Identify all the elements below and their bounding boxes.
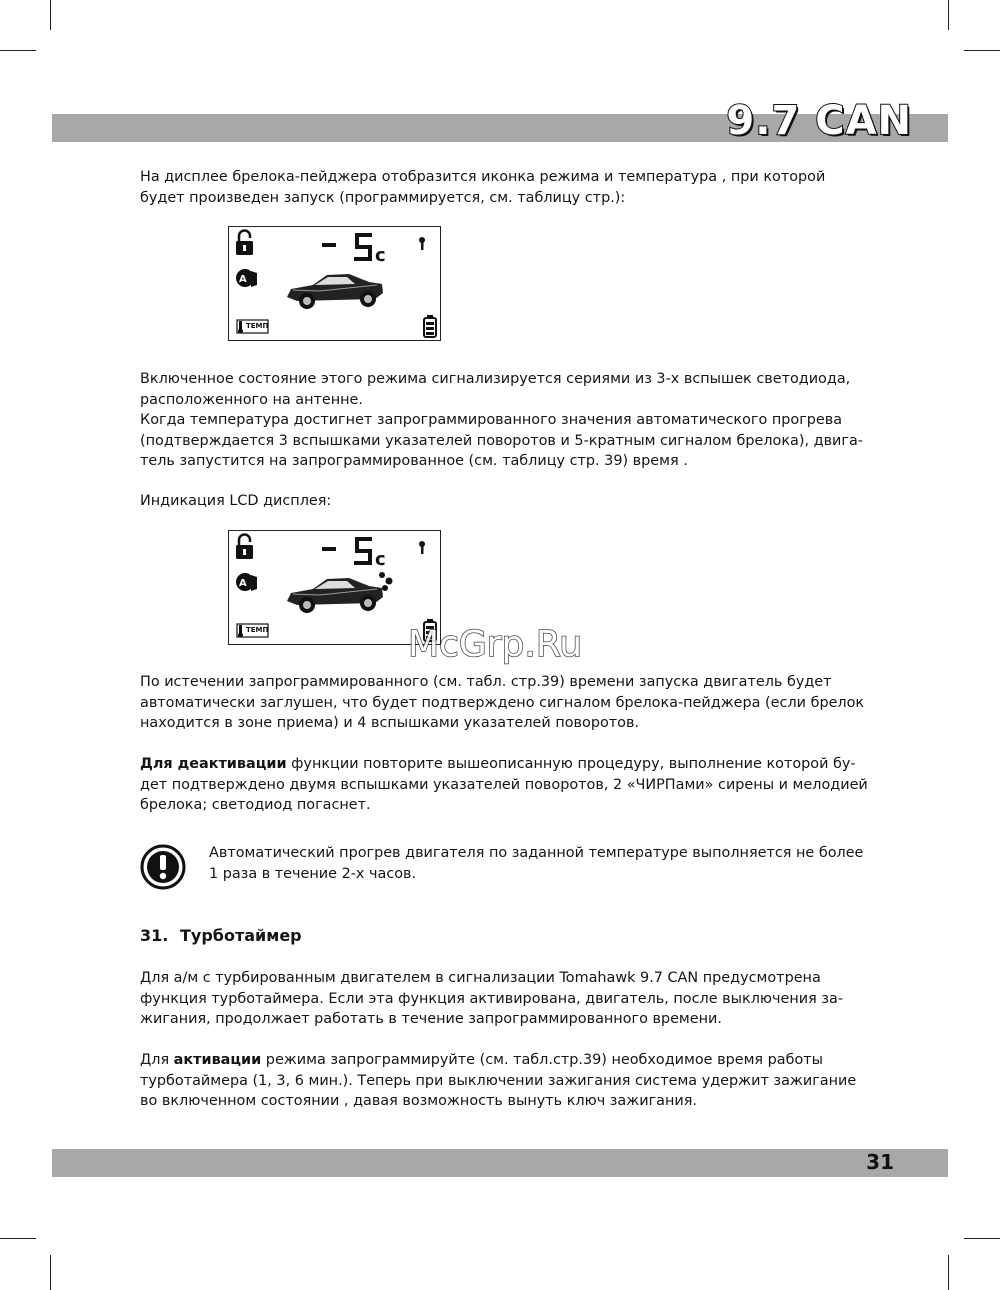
warning-icon bbox=[140, 844, 186, 890]
activation-prefix: Для bbox=[140, 1052, 174, 1068]
paragraph-led-status: Включенное состояние этого режима сигнализируется сериями из 3-х вспышек светодиода, расположенного на антенне. bbox=[140, 371, 851, 408]
deactivation-label: Для деактивации bbox=[140, 756, 287, 772]
crop-mark bbox=[0, 50, 36, 51]
crop-mark bbox=[0, 1238, 36, 1239]
temperature-digits bbox=[322, 539, 372, 563]
antenna-icon bbox=[419, 541, 425, 554]
crop-mark bbox=[50, 0, 51, 30]
thermometer-icon bbox=[238, 625, 243, 638]
svg-text:A: A bbox=[239, 274, 247, 285]
crop-mark bbox=[964, 1238, 1000, 1239]
section-title: Турботаймер bbox=[180, 926, 302, 945]
page-number: 31 bbox=[866, 1150, 894, 1174]
page-title: 9.7 CAN bbox=[726, 98, 912, 144]
activation-text: режима запрограммируйте (см. табл.стр.39) необходимое время работы турботаймера (1, 3, 6 мин.). Теперь при выключении зажигания система удержит зажигание во включенном состоянии , давая возможность вынуть ключ зажигания. bbox=[140, 1052, 857, 1109]
autostart-icon bbox=[236, 573, 257, 591]
antenna-icon bbox=[419, 237, 425, 250]
paragraph-intro: На дисплее брелока-пейджера отобразится иконка режима и температура , при которой будет произведен запуск (программируется, см. таблицу стр.): bbox=[140, 169, 826, 206]
temperature-digits bbox=[322, 235, 372, 259]
deactivation-text: функции повторите вышеописанную процедуру, выполнение которой бу-дет подтверждено двумя вспышками указателей поворотов, 2 «ЧИРПами» сирены и мелодией брелока; светодиод погаснет. bbox=[140, 756, 868, 813]
paragraph-turbotimer: Для а/м с турбированным двигателем в сигнализации Tomahawk 9.7 CAN предусмотрена функция турботаймера. Если эта функция активирована, двигатель, после выключения за-жигания, продолжает работать в течение запрограммированного времени. bbox=[140, 970, 844, 1027]
lock-icon bbox=[236, 231, 253, 256]
activation-label: активации bbox=[173, 1052, 262, 1068]
car-icon bbox=[287, 274, 383, 309]
lock-icon bbox=[236, 535, 253, 560]
autostart-icon bbox=[236, 269, 257, 287]
footer-bar bbox=[52, 1149, 948, 1177]
paragraph-activation bbox=[140, 1050, 870, 1112]
temp-unit: c bbox=[375, 549, 386, 570]
paragraph-temperature-start: Когда температура достигнет запрограммированного значения автоматического прогрева (подтверждается 3 вспышками указателей поворотов и 5-кратным сигналом брелока), двига-тель запустится на запрограммированное (см. таблицу стр. 39) время . bbox=[140, 412, 863, 469]
battery-icon bbox=[424, 315, 436, 337]
section-heading bbox=[140, 926, 302, 945]
note-text: Автоматический прогрев двигателя по заданной температуре выполняется не более 1 раза в течение 2-х часов. bbox=[209, 845, 864, 882]
watermark: McGrp.Ru bbox=[408, 624, 583, 665]
section-number: 31. bbox=[140, 926, 169, 945]
temp-badge-label: ТЕМП bbox=[246, 626, 269, 634]
crop-mark bbox=[948, 1255, 949, 1290]
crop-mark bbox=[50, 1255, 51, 1290]
temp-badge-label: ТЕМП bbox=[246, 322, 269, 330]
lcd-display-1 bbox=[228, 226, 441, 341]
temp-unit: c bbox=[375, 245, 386, 266]
paragraph-auto-stop: По истечении запрограммированного (см. табл. стр.39) времени запуска двигатель будет автоматически заглушен, что будет подтверждено сигналом брелока-пейджера (если брелок находится в зоне приема) и 4 вспышками указателей поворотов. bbox=[140, 674, 865, 731]
crop-mark bbox=[964, 50, 1000, 51]
paragraph-deactivation bbox=[140, 754, 870, 816]
svg-text:A: A bbox=[239, 578, 247, 589]
thermometer-icon bbox=[238, 321, 243, 334]
paragraph-lcd-indication: Индикация LCD дисплея: bbox=[140, 493, 332, 509]
car-icon bbox=[287, 578, 383, 613]
crop-mark bbox=[948, 0, 949, 30]
